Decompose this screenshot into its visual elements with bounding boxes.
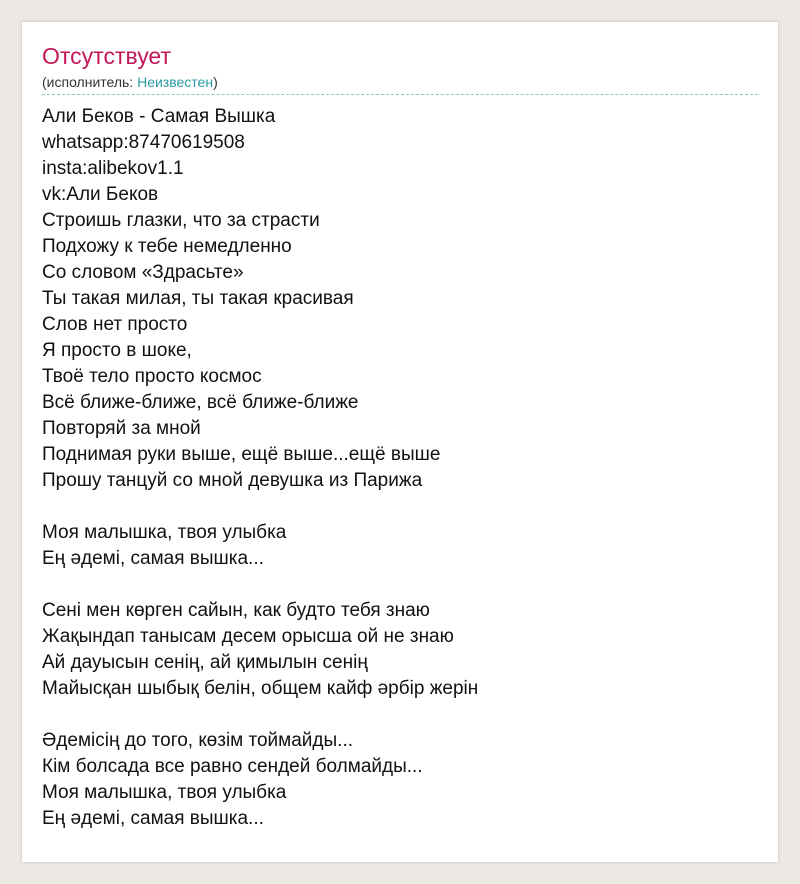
lyrics-body (42, 104, 758, 832)
lyric-line: Всё ближе-ближе, всё ближе-ближе (42, 392, 359, 413)
lyrics-card (22, 22, 778, 862)
lyric-line: vk:Али Беков (42, 184, 159, 205)
lyric-line: Ты такая милая, ты такая красивая (42, 288, 354, 309)
lyric-line: Подхожу к тебе немедленно (42, 236, 292, 257)
lyric-line: Повторяй за мной (42, 418, 201, 439)
song-title: Отсутствует (42, 43, 171, 69)
lyric-line: Ай дауысын сенің, ай қимылын сенің (42, 652, 368, 673)
lyric-line: Жақындап танысам десем орысша ой не знаю (42, 626, 454, 647)
lyric-line: Слов нет просто (42, 314, 188, 335)
artist-suffix: ) (213, 74, 218, 90)
artist-prefix: (исполнитель: (42, 74, 138, 90)
lyric-line: Али Беков - Самая Вышка (42, 106, 276, 127)
lyric-line: Моя малышка, твоя улыбка (42, 522, 287, 543)
lyric-line: whatsapp:87470619508 (42, 132, 245, 153)
lyric-line: Я просто в шоке, (42, 340, 192, 361)
lyric-line: Ең әдемі, самая вышка... (42, 808, 264, 829)
lyric-line: Строишь глазки, что за страсти (42, 210, 320, 231)
lyric-line: Сені мен көрген сайын, как будто тебя знаю (42, 600, 430, 621)
lyric-line: Поднимая руки выше, ещё выше...ещё выше (42, 444, 441, 465)
lyric-stanza-break (42, 572, 758, 598)
lyric-line: Твоё тело просто космос (42, 366, 262, 387)
lyric-stanza-break (42, 494, 758, 520)
artist-line (42, 73, 758, 95)
lyric-line: Кім болсада все равно сендей болмайды... (42, 756, 423, 777)
lyric-line: Әдемісің до того, көзім тоймайды... (42, 730, 353, 751)
lyric-line: Со словом «Здрасьте» (42, 262, 244, 283)
lyric-line: Прошу танцуй со мной девушка из Парижа (42, 470, 423, 491)
lyric-stanza-break (42, 702, 758, 728)
song-header (42, 42, 758, 95)
lyric-line: Моя малышка, твоя улыбка (42, 782, 287, 803)
artist-link[interactable]: Неизвестен (137, 74, 214, 90)
lyric-line: Майысқан шыбық белін, общем кайф әрбір жерін (42, 678, 479, 699)
lyric-line: Ең әдемі, самая вышка... (42, 548, 264, 569)
lyric-line: insta:alibekov1.1 (42, 158, 184, 179)
